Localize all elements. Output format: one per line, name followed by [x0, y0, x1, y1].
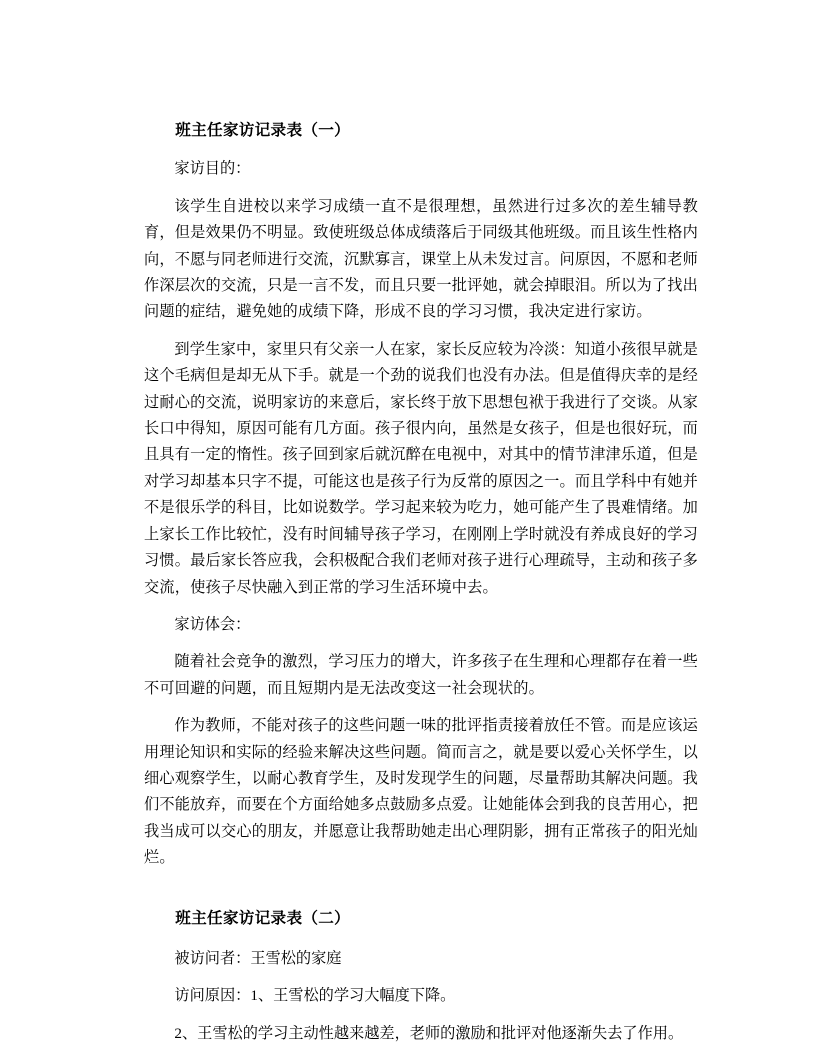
visit-reflection-paragraph-1: 随着社会竞争的激烈，学习压力的增大，许多孩子在生理和心理都存在着一些不可回避的问题，而且短期内是无法改变这一社会现状的。 — [144, 653, 698, 697]
document-body — [144, 118, 698, 1047]
section-heading-one: 班主任家访记录表（一） — [175, 122, 351, 139]
interviewee-label: 被访问者：王雪松的家庭 — [174, 949, 342, 967]
visit-purpose-paragraph-2: 到学生家中，家里只有父亲一人在家，家长反应较为冷淡：知道小孩很早就是这个毛病但是却无从下手。就是一个劲的说我们也没有办法。但是值得庆幸的是经过耐心的交流，说明家访的来意后，家长终于放下思想包袱于我进行了交谈。从家长口中得知，原因可能有几方面。孩子很内向，虽然是女孩子，但是也很好玩，而且具有一定的惰性。孩子回到家后就沉醉在电视中，对其中的情节津津乐道，但是对学习却基本只字不提，可能这也是孩子行为反常的原因之一。而且学科中有她并不是很乐学的科目，比如说数学。学习起来较为吃力，她可能产生了畏难情绪。加上家长工作比较忙，没有时间辅导孩子学习，在刚刚上学时就没有养成良好的学习习惯。最后家长答应我，会积极配合我们老师对孩子进行心理疏导，主动和孩子多交流，使孩子尽快融入到正常的学习生活环境中去。 — [144, 340, 698, 596]
visit-reflection-paragraph-2: 作为教师，不能对孩子的这些问题一味的批评指责接着放任不管。而是应该运用理论知识和实际的经验来解决这些问题。简而言之，就是要以爱心关怀学生，以细心观察学生，以耐心教育学生，及时发现学生的问题，尽量帮助其解决问题。我们不能放弃，而要在个方面给她多点鼓励多点爱。让她能体会到我的良苦用心，把我当成可以交心的朋友，并愿意让我帮助她走出心理阴影，拥有正常孩子的阳光灿烂。 — [144, 717, 698, 867]
visit-reflection-label: 家访体会： — [174, 615, 251, 633]
section-heading-two: 班主任家访记录表（二） — [175, 909, 351, 927]
visit-purpose-label: 家访目的： — [174, 160, 251, 178]
visit-purpose-paragraph-1: 该学生自进校以来学习成绩一直不是很理想，虽然进行过多次的差生辅导教育，但是效果仍不明显。致使班级总体成绩落后于同级其他班级。而且该生性格内向，不愿与同老师进行交流，沉默寡言，课堂上从未发过言。问原因，不愿和老师作深层次的交流，只是一言不发，而且只要一批评她，就会掉眼泪。所以为了找出问题的症结，避免她的成绩下降，形成不良的学习习惯，我决定进行家访。 — [144, 197, 698, 321]
visit-reason-item-1: 访问原因：1、王雪松的学习大幅度下降。 — [174, 987, 456, 1005]
visit-reason-item-2: 2、王雪松的学习主动性越来越差，老师的激励和批评对他逐渐失去了作用。 — [174, 1024, 684, 1042]
